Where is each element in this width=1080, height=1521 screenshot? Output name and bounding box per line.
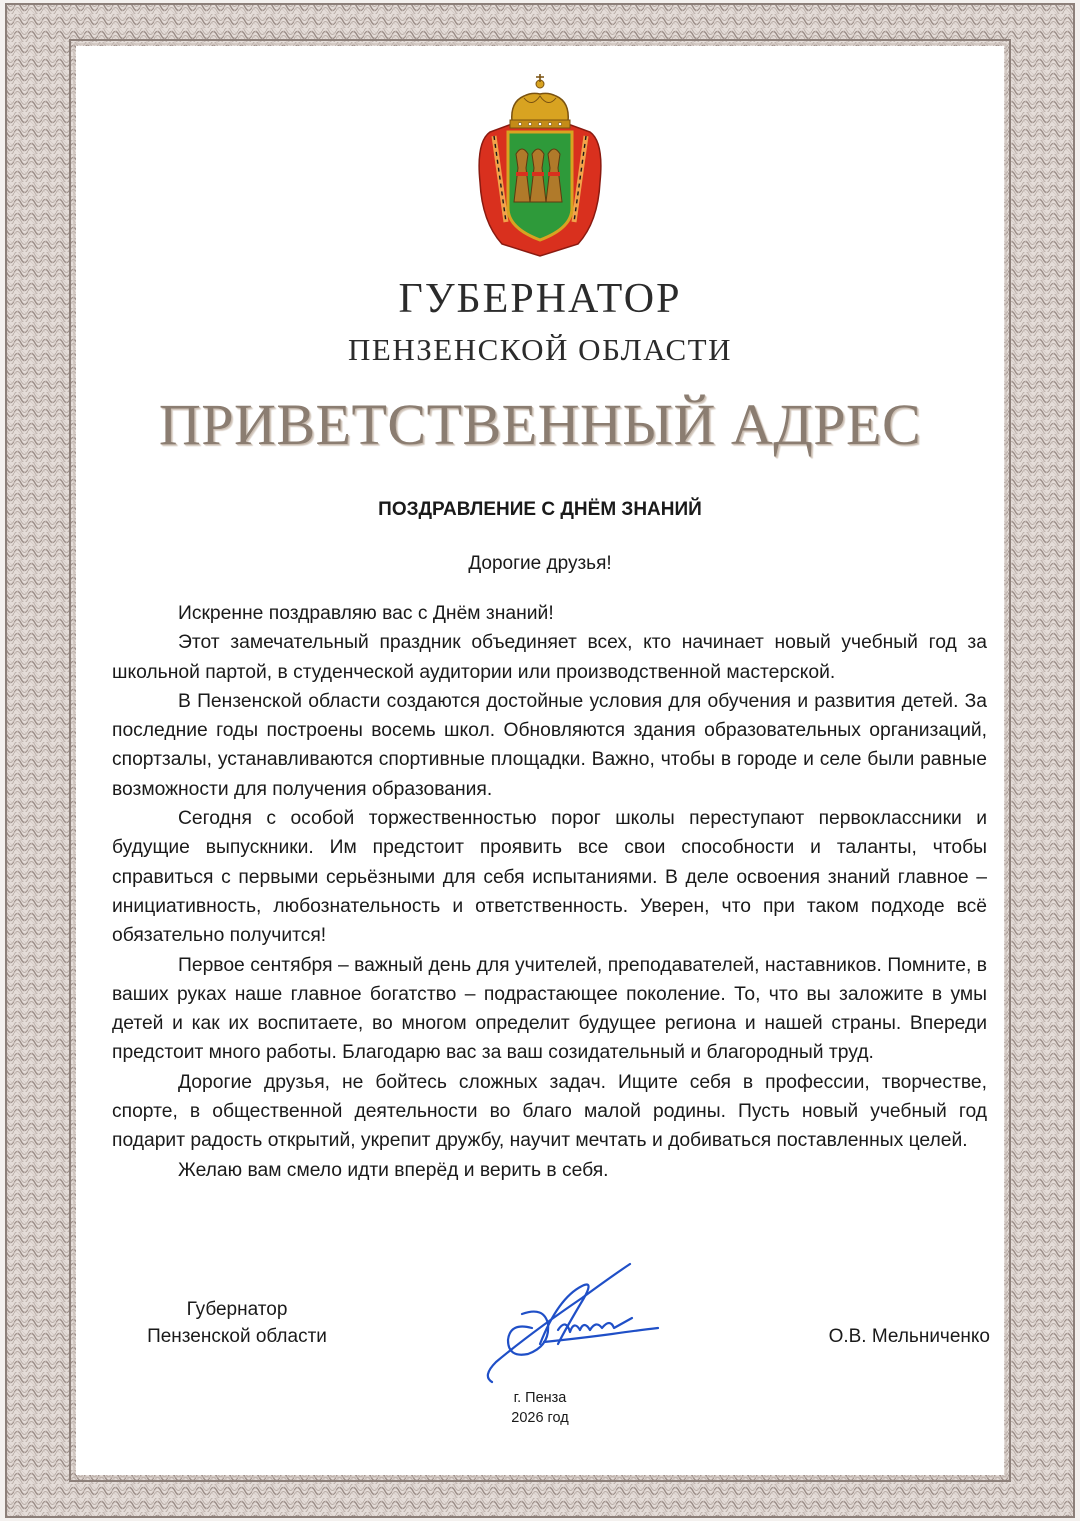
letter-body: [112, 599, 987, 1185]
signatory-name: О.В. Мельниченко: [828, 1326, 990, 1347]
place-and-date: [0, 1388, 1080, 1428]
handwritten-signature: [462, 1258, 672, 1388]
document-title: ПРИВЕТСТВЕННЫЙ АДРЕС: [158, 392, 922, 457]
document-subtitle: ПОЗДРАВЛЕНИЕ С ДНЁМ ЗНАНИЙ: [378, 499, 702, 520]
paragraph: Дорогие друзья, не бойтесь сложных задач. Ищите себя в профессии, творчестве, спорте, в общественной деятельности во благо малой родины. Пусть новый учебный год подарит радость открытий, укрепит дружбу, научит мечтать и добиваться поставленных целей.: [112, 1071, 987, 1152]
paragraph: Сегодня с особой торжественностью порог школы переступают первоклассники и будущие выпускники. Им предстоит проявить все свои способности и таланты, чтобы справиться с первыми серьёзными для себя испытаниями. В деле освоения знаний главное – инициативность, любознательность и ответственность. Уверен, что при таком подходе всё обязательно получится!: [112, 808, 987, 947]
paragraph: Искренне поздравляю вас с Днём знаний!: [178, 603, 554, 624]
greeting: Дорогие друзья!: [468, 553, 612, 574]
governor-title: ГУБЕРНАТОР: [398, 276, 682, 322]
paragraph: В Пензенской области создаются достойные условия для обучения и развития детей. За последние годы построены восемь школ. Обновляются здания образовательных организаций, спортзалы, устанавливаются спортивные площадки. Важно, чтобы в городе и селе были равные возможности для получения образования.: [112, 690, 987, 800]
year: 2026 год: [511, 1410, 569, 1426]
signatory-position-line2: Пензенской области: [147, 1326, 327, 1347]
paragraph: Этот замечательный праздник объединяет всех, кто начинает новый учебный год за школьной партой, в студенческой аудитории или производственной мастерской.: [112, 632, 987, 683]
penza-coat-of-arms-icon: [472, 72, 608, 258]
paragraph: Желаю вам смело идти вперёд и верить в себя.: [178, 1159, 609, 1181]
signatory-position: [112, 1296, 362, 1350]
governor-region: ПЕНЗЕНСКОЙ ОБЛАСТИ: [348, 332, 732, 367]
signatory-position-line1: Губернатор: [186, 1299, 288, 1320]
city: г. Пенза: [513, 1390, 567, 1406]
paragraph: Первое сентября – важный день для учителей, преподавателей, наставников. Помните, в ваших руках наше главное богатство – подрастающее поколение. То, что вы заложите в умы детей и как их воспитаете, во многом определит будущее региона и нашей страны. Впереди предстоит много работы. Благодарю вас за ваш созидательный и благородный труд.: [112, 954, 987, 1064]
